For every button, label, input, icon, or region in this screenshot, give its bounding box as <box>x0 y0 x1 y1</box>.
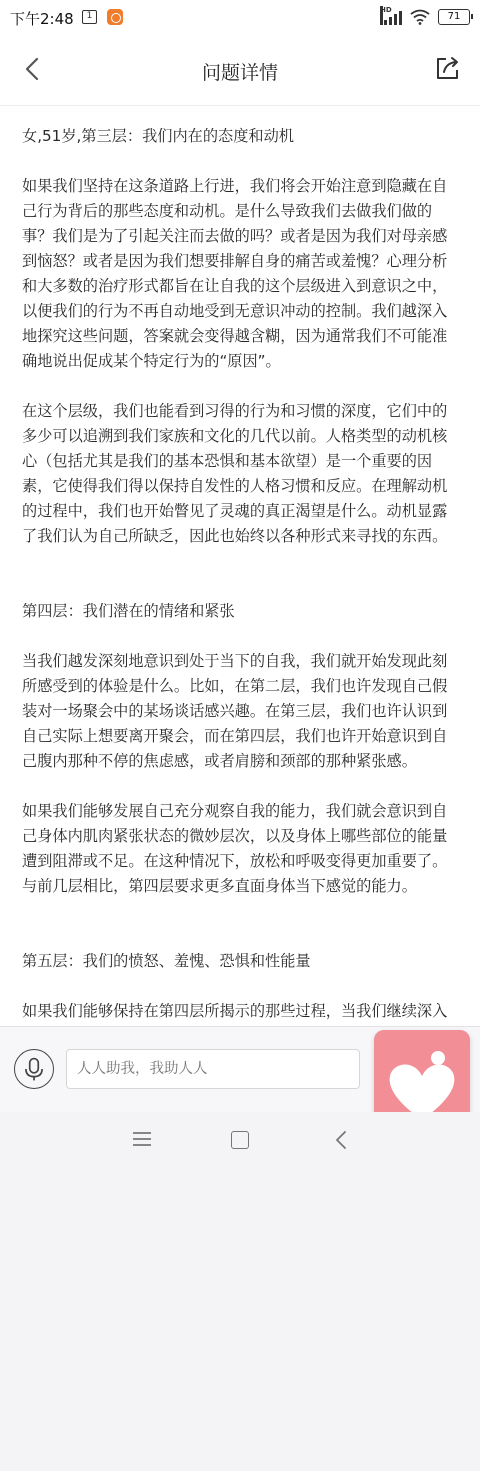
section-heading-level-5: 第五层：我们的愤怒、羞愧、恐惧和性能量 <box>22 952 311 970</box>
status-time: 下午2:48 <box>10 10 74 28</box>
menu-icon[interactable] <box>131 1130 153 1148</box>
question-content[interactable] <box>0 106 480 1026</box>
back-triangle-icon[interactable] <box>333 1129 349 1151</box>
signal-icon <box>380 6 402 25</box>
article-paragraph: 如果我们能够保持在第四层所揭示的那些过程，当我们继续深入 <box>22 1002 448 1020</box>
sim-card-icon: 1 <box>82 10 97 24</box>
section-heading-level-4: 第四层：我们潜在的情绪和紧张 <box>22 602 235 620</box>
section-heading-level-3: 女,51岁,第三层：我们内在的态度和动机 <box>22 127 294 145</box>
title-bar <box>0 34 480 106</box>
battery-level: 71 <box>447 11 461 22</box>
article-paragraph: 当我们越发深刻地意识到处于当下的自我，我们就开始发现此刻所感受到的体验是什么。比如，在第二层，我们也许发现自己假装对一场聚会中的某场谈话感兴趣。在第三层，我们也许认识到自己实际上想要离开聚会，而在第四层，我们也许开始意识到自己腹内那种不停的焦虑感，或者肩膀和颈部的那种紧张感。 <box>22 652 448 770</box>
battery-icon <box>438 9 470 25</box>
wifi-icon <box>410 9 430 25</box>
system-nav-bar <box>0 1112 480 1471</box>
reply-input[interactable] <box>66 1049 360 1089</box>
article-paragraph: 如果我们能够发展自己充分观察自我的能力，我们就会意识到自己身体内肌肉紧张状态的微妙层次，以及身体上哪些部位的能量遭到阻滞或不足。在这种情况下，放松和呼吸变得更加重要了。与前几层相比，第四层要求更多直面身体当下感觉的能力。 <box>22 802 448 895</box>
microphone-icon[interactable] <box>14 1049 54 1089</box>
article-paragraph: 在这个层级，我们也能看到习得的行为和习惯的深度，它们中的多少可以追溯到我们家族和文化的几代以前。人格类型的动机核心（包括尤其是我们的基本恐惧和基本欲望）是一个重要的因素，它使得我们得以保持自发性的人格习惯和反应。在理解动机的过程中，我们也开始瞥见了灵魂的真正渴望是什么。动机显露了我们认为自己所缺乏，因此也始终以各种形式来寻找的东西。 <box>22 402 448 545</box>
status-bar <box>0 0 480 34</box>
home-square-icon[interactable] <box>231 1131 249 1149</box>
article-paragraph: 如果我们坚持在这条道路上行进，我们将会开始注意到隐藏在自己行为背后的那些态度和动机。是什么导致我们去做我们做的事？我们是为了引起关注而去做的吗？或者是因为我们对母亲感到恼怒？或者是因为我们想要排解自身的痛苦或羞愧？心理分析和大多数的治疗形式都旨在让自我的这个层级进入到意识之中，以便我们的行为不再自动地受到无意识冲动的控制。我们越深入地探究这些问题，答案就会变得越含糊，因为通常我们不可能准确地说出促成某个特定行为的“原因”。 <box>22 177 448 370</box>
page-title: 问题详情 <box>201 62 278 84</box>
share-icon[interactable] <box>434 54 462 82</box>
network-type-label: HD <box>380 6 383 25</box>
app-notification-icon <box>107 9 123 25</box>
status-indicators <box>382 6 470 28</box>
